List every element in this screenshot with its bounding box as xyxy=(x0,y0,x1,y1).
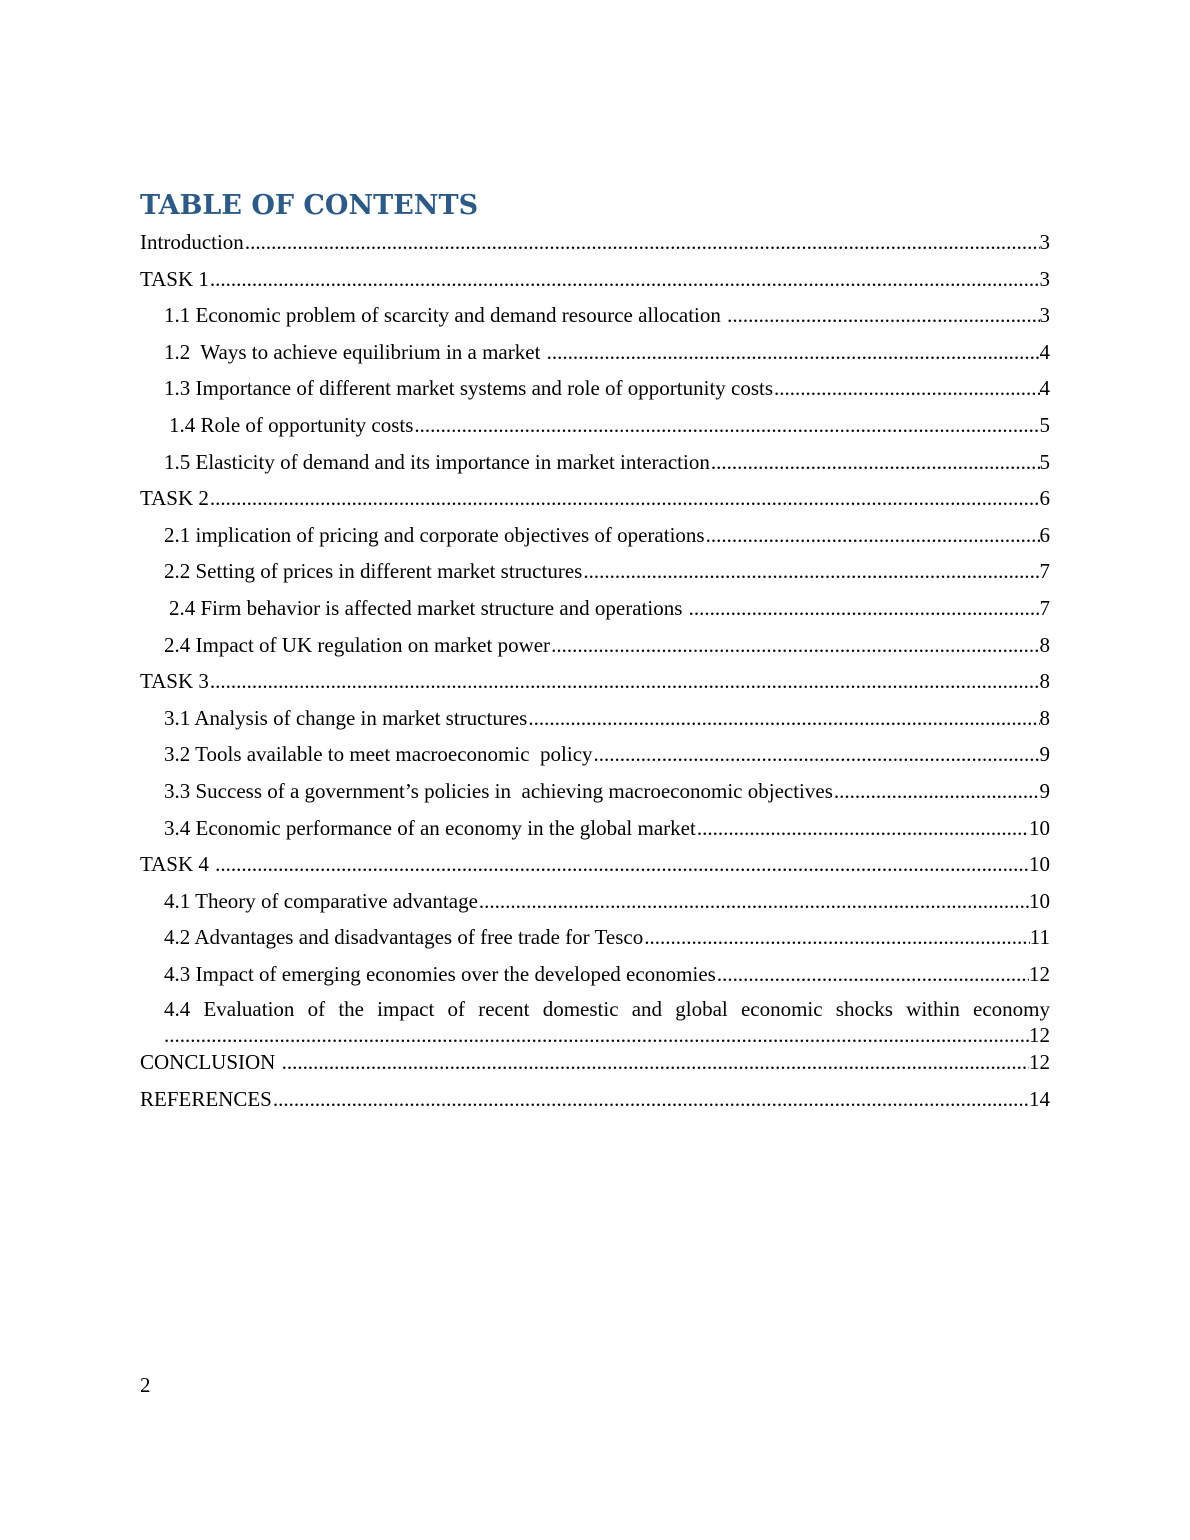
toc-entry-page: 10 xyxy=(1029,815,1050,840)
toc-entry-label: 1.3 Importance of different market systems and role of opportunity costs xyxy=(164,376,774,401)
toc-entry-page: 5 xyxy=(1039,449,1050,474)
toc-entry-label: 3.1 Analysis of change in market structures xyxy=(164,705,528,730)
toc-entry-label: TASK 1 xyxy=(140,266,209,291)
toc-entry-label: 2.1 implication of pricing and corporate objectives of operations xyxy=(164,522,705,547)
toc-dot-leader xyxy=(593,736,1040,772)
toc-entry-page: 3 xyxy=(1039,230,1050,254)
toc-entry-label: 3.2 Tools available to meet macroeconomic policy xyxy=(164,742,593,767)
toc-entry-page: 10 xyxy=(1029,852,1050,877)
toc-entry-4-1[interactable] xyxy=(140,883,1050,920)
toc-entry-2-4-firm-behavior[interactable] xyxy=(140,590,1050,627)
toc-dot-leader xyxy=(716,956,1029,992)
toc-entry-1-2[interactable] xyxy=(140,334,1050,371)
toc-entry-2-1[interactable] xyxy=(140,517,1050,554)
toc-entry-label: 1.2 Ways to achieve equilibrium in a market xyxy=(164,339,546,364)
toc-dot-leader xyxy=(281,1044,1029,1080)
toc-entry-page: 8 xyxy=(1039,705,1050,730)
toc-entry-page: 5 xyxy=(1039,412,1050,437)
toc-entry-label: 4.2 Advantages and disadvantages of free trade for Tesco xyxy=(164,925,644,950)
toc-entry-page: 4 xyxy=(1039,339,1050,364)
toc-entry-page: 7 xyxy=(1039,595,1050,620)
page-number: 2 xyxy=(140,1373,151,1397)
toc-entry-page: 3 xyxy=(1039,266,1050,291)
toc-entry-label: TASK 4 xyxy=(140,852,215,877)
toc-dot-leader xyxy=(726,297,1039,333)
toc-entry-label: 2.2 Setting of prices in different market structures xyxy=(164,559,583,584)
toc-entry-3-1[interactable] xyxy=(140,700,1050,737)
toc-entry-page: 4 xyxy=(1039,376,1050,401)
toc-entry-task-4[interactable] xyxy=(140,846,1050,883)
toc-entry-label: 4.1 Theory of comparative advantage xyxy=(164,888,478,913)
toc-dot-leader xyxy=(546,334,1040,370)
toc-dot-leader xyxy=(705,517,1040,553)
toc-entry-3-3[interactable] xyxy=(140,773,1050,810)
toc-entry-label: TASK 2 xyxy=(140,486,209,511)
toc-dot-leader xyxy=(710,444,1040,480)
toc-entry-task-3[interactable] xyxy=(140,663,1050,700)
toc-entry-4-2[interactable] xyxy=(140,919,1050,956)
toc-entry-page: 9 xyxy=(1039,742,1050,767)
toc-dot-leader xyxy=(478,883,1029,919)
toc-entry-page: 10 xyxy=(1029,888,1050,913)
toc-entry-label: TASK 3 xyxy=(140,669,209,694)
toc-dot-leader xyxy=(209,261,1040,297)
toc-entry-label: 1.4 Role of opportunity costs xyxy=(169,412,414,437)
toc-entry-page: 8 xyxy=(1039,669,1050,694)
toc-entry-label: 2.4 Impact of UK regulation on market power xyxy=(164,632,551,657)
toc-dot-leader xyxy=(688,590,1040,626)
toc-entry-conclusion[interactable] xyxy=(140,1044,1050,1081)
toc-dot-leader xyxy=(214,846,1029,882)
toc-entry-page: 8 xyxy=(1039,632,1050,657)
toc-entry-page: 9 xyxy=(1039,778,1050,803)
toc-entry-page: 6 xyxy=(1039,486,1050,511)
toc-entry-label: 1.5 Elasticity of demand and its importance in market interaction xyxy=(164,449,710,474)
toc-entry-1-3[interactable] xyxy=(140,370,1050,407)
toc-entry-page: 11 xyxy=(1029,925,1050,950)
toc-entry-label: Introduction xyxy=(140,230,244,254)
toc-dot-leader xyxy=(696,810,1029,846)
toc-entry-label: 3.3 Success of a government’s policies in achieving macroeconomic objectives xyxy=(164,778,833,803)
toc-entry-label: 4.4 Evaluation of the impact of recent domestic and global economic shocks within economy xyxy=(164,997,1050,1022)
toc-entry-page: 12 xyxy=(1029,1050,1050,1075)
toc-entry-task-1[interactable] xyxy=(140,261,1050,298)
toc-entry-label: 2.4 Firm behavior is affected market structure and operations xyxy=(169,595,688,620)
toc-entry-page: 3 xyxy=(1039,303,1050,328)
toc-entry-1-5[interactable] xyxy=(140,444,1050,481)
toc-entry-label: 1.1 Economic problem of scarcity and demand resource allocation xyxy=(164,303,727,328)
toc-entry-page: 12 xyxy=(1029,961,1050,986)
toc-entry-1-4[interactable] xyxy=(140,407,1050,444)
toc-entry-label: REFERENCES xyxy=(140,1087,272,1112)
toc-dot-leader xyxy=(833,773,1040,809)
toc-dot-leader xyxy=(527,700,1039,736)
toc-entry-3-4[interactable] xyxy=(140,810,1050,847)
toc-entry-page: 7 xyxy=(1039,559,1050,584)
toc-entry-page: 14 xyxy=(1029,1087,1050,1112)
toc-entry-2-2[interactable] xyxy=(140,553,1050,590)
toc-dot-leader xyxy=(582,553,1039,589)
toc-entry-label: 4.3 Impact of emerging economies over the developed economies xyxy=(164,961,716,986)
toc-dot-leader xyxy=(550,627,1039,663)
toc-entry-4-3[interactable] xyxy=(140,956,1050,993)
toc-dot-leader xyxy=(643,919,1030,955)
toc-entry-task-2[interactable] xyxy=(140,480,1050,517)
toc-entry-1-1[interactable] xyxy=(140,297,1050,334)
toc-dot-leader xyxy=(244,224,1040,260)
toc-entry-3-2[interactable] xyxy=(140,736,1050,773)
toc-entry-introduction[interactable] xyxy=(140,224,1050,261)
toc-dot-leader xyxy=(773,370,1039,406)
toc-dot-leader xyxy=(209,663,1040,699)
toc-entry-label: 3.4 Economic performance of an economy in the global market xyxy=(164,815,696,840)
toc-dot-leader xyxy=(413,407,1039,443)
toc-entry-label: CONCLUSION xyxy=(140,1050,281,1075)
toc-entry-page: 6 xyxy=(1039,522,1050,547)
toc-dot-leader xyxy=(272,1081,1029,1117)
toc-entry-2-4-uk-regulation[interactable] xyxy=(140,627,1050,664)
toc-entry-references[interactable] xyxy=(140,1081,1050,1118)
toc-dot-leader xyxy=(209,480,1040,516)
toc-entry-page: 12 xyxy=(1029,1023,1050,1048)
toc-entry-4-4[interactable] xyxy=(140,992,1050,1048)
toc-list xyxy=(140,224,1050,1118)
toc-heading: TABLE OF CONTENTS xyxy=(140,190,479,221)
